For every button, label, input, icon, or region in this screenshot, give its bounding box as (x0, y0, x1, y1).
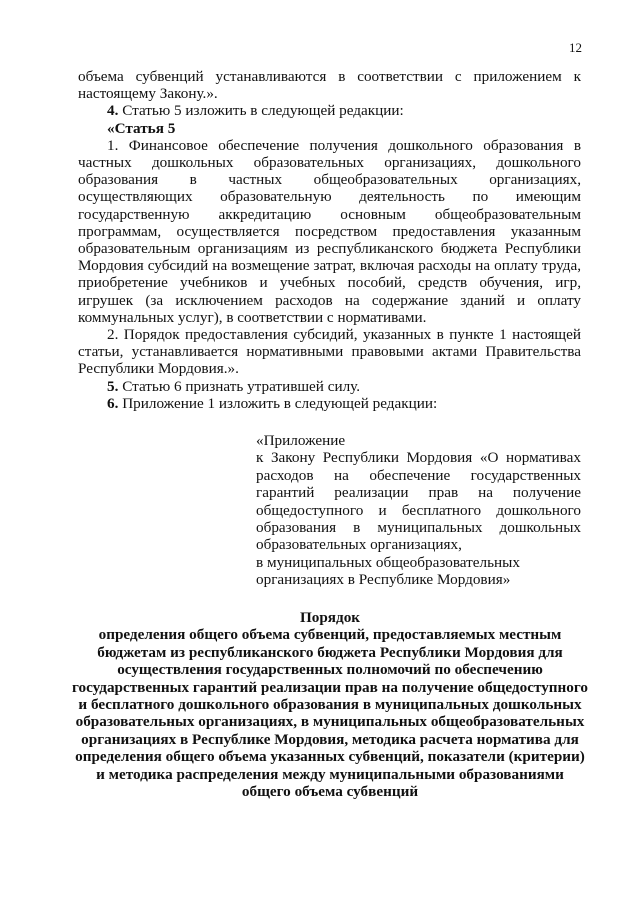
law-text-body (78, 68, 581, 412)
appendix-line-2: к Закону Республики Мордовия «О нормативах расходов на обеспечение государственных гарантий реализации прав на получение общедоступного и бесплатного дошкольного образования в муниципальных дошкольных образовательных организациях, (256, 449, 581, 554)
appendix-line-3: в муниципальных общеобразовательных организациях в Республике Мордовия» (256, 553, 520, 589)
procedure-title-text: определения общего объема субвенций, предоставляемых местным бюджетам из республиканского бюджета Республики Мордовия для осуществления государственных полномочий по обеспечению государственных гарантий реализации прав на получение общедоступного и бесплатного дошкольного образования в муниципальных дошкольных образовательных организациях, в муниципальных общеобразовательных организациях в Республике Мордовия, методика расчета норматива для определения общего объема указанных субвенций, показатели (критерии) и методика распределения между муниципальными образованиями общего объема субвенций (71, 626, 589, 801)
article-paragraph-2: 2. Порядок предоставления субсидий, указанных в пункте 1 настоящей статьи, устанавливается нормативными правовыми актами Правительства Республики Мордовия.». (78, 326, 581, 378)
article-title: «Статья 5 (107, 119, 176, 137)
item-4-text: Статью 5 изложить в следующей редакции: (118, 102, 404, 120)
appendix-line-1: «Приложение (256, 432, 346, 449)
procedure-title (70, 609, 590, 800)
item-4-number: 4. (107, 102, 119, 120)
item-4 (78, 102, 581, 119)
appendix-header (256, 432, 581, 589)
procedure-heading: Порядок (299, 609, 361, 626)
item-6-number: 6. (107, 394, 119, 412)
page-number: 12 (569, 40, 582, 55)
item-6 (78, 395, 581, 412)
item-6-text: Приложение 1 изложить в следующей редакции: (118, 394, 438, 412)
item-5-number: 5. (107, 377, 119, 395)
item-5-text: Статью 6 признать утратившей силу. (118, 377, 361, 395)
article-paragraph-1: 1. Финансовое обеспечение получения дошкольного образования в частных дошкольных образовательных организациях, дошкольного образования в частных общеобразовательных организациях, осуществляющих образовательную деятельность по имеющим государственную аккредитацию основным общеобразовательным программам, осуществляется посредством предоставления указанным образовательным организациям из республиканского бюджета Республики Мордовия субсидий на возмещение затрат, включая расходы на оплату труда, приобретение учебников и учебных пособий, средств обучения, игр, игрушек (за исключением расходов на содержание зданий и оплату коммунальных услуг), в соответствии с нормативами. (78, 136, 581, 326)
item-5 (78, 378, 581, 395)
intro-paragraph: объема субвенций устанавливаются в соответствии с приложением к настоящему Закону.». (78, 68, 581, 103)
